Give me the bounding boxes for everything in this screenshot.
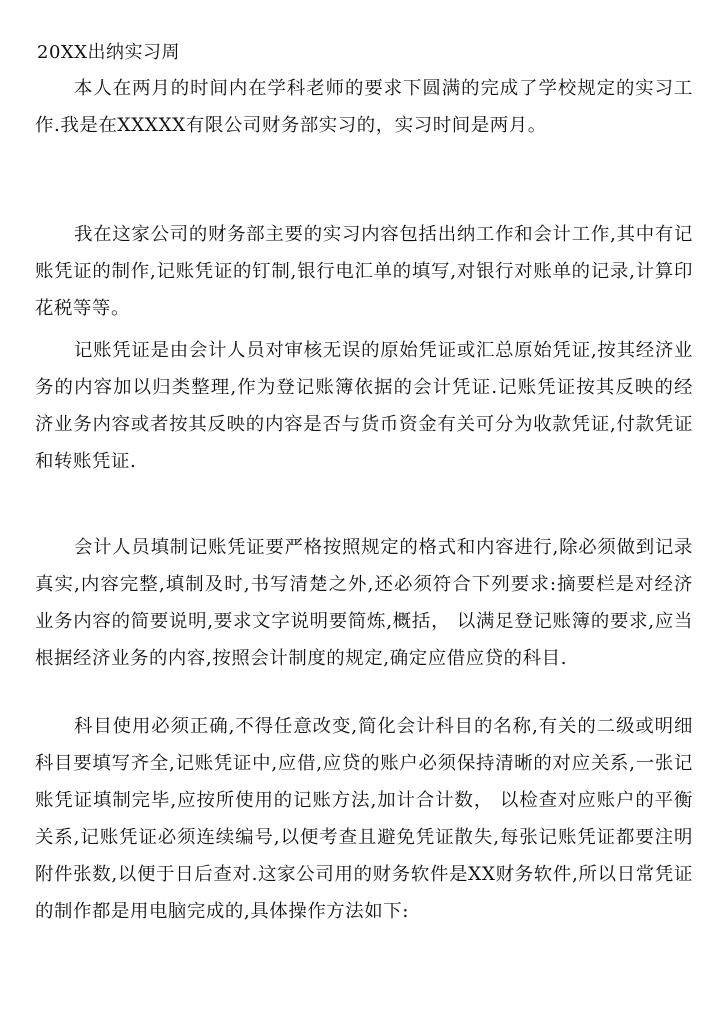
- paragraph-internship-content: 我在这家公司的财务部主要的实习内容包括出纳工作和会计工作,其中有记账凭证的制作,记账凭证的钉制,银行电汇单的填写,对银行对账单的记录,计算印花税等等。: [35, 224, 693, 319]
- document-title: 20XX出纳实习周: [37, 42, 181, 63]
- paragraph-voucher-requirements: 会计人员填制记账凭证要严格按照规定的格式和内容进行,除必须做到记录真实,内容完整,填制及时,书写清楚之外,还必须符合下列要求:摘要栏是对经济业务内容的简要说明,要求文字说明要简炼,概括， 以满足登记账簿的要求,应当根据经济业务的内容,按照会计制度的规定,确定应借应贷的科目.: [35, 537, 693, 669]
- paragraph-voucher-definition: 记账凭证是由会计人员对审核无误的原始凭证或汇总原始凭证,按其经济业务的内容加以归类整理,作为登记账簿依据的会计凭证.记账凭证按其反映的经济业务内容或者按其反映的内容是否与货币资金有关可分为收款凭证,付款凭证和转账凭证.: [35, 340, 693, 472]
- paragraph-internship-overview: 本人在两月的时间内在学科老师的要求下圆满的完成了学校规定的实习工作.我是在XXXXX有限公司财务部实习的，实习时间是两月。: [35, 78, 693, 136]
- paragraph-account-usage: 科目使用必须正确,不得任意改变,简化会计科目的名称,有关的二级或明细科目要填写齐全,记账凭证中,应借,应贷的账户必须保持清晰的对应关系,一张记账凭证填制完毕,应按所使用的记账方法,加计合计数， 以检查对应账户的平衡关系,记账凭证必须连续编号,以便考查且避免凭证散失,每张记账凭证都要注明附件张数,以便于日后查对.这家公司用的财务软件是XX财务软件,所以日常凭证的制作都是用电脑完成的,具体操作方法如下:: [35, 716, 693, 922]
